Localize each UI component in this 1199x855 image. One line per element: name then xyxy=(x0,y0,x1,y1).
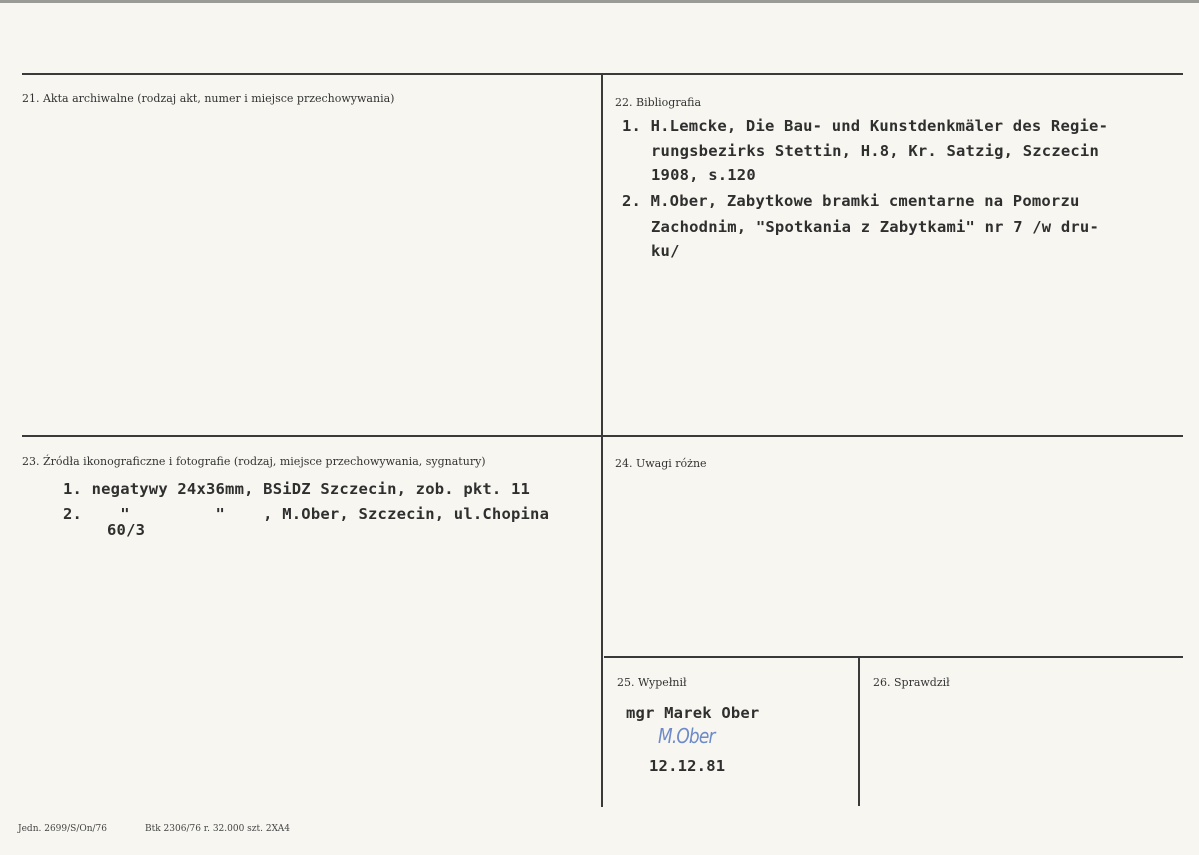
signature-divider xyxy=(858,658,860,806)
bibliography-line: 1908, s.120 xyxy=(651,166,756,184)
center-divider xyxy=(601,75,603,807)
filled-by-date: 12.12.81 xyxy=(649,757,726,775)
bibliography-line: ku/ xyxy=(651,242,680,260)
field-23-label: 23. Źródła ikonograficzne i fotografie (rodzaj, miejsce przechowywania, sygnatury) xyxy=(22,455,486,468)
field-26-label: 26. Sprawdził xyxy=(873,676,950,689)
footer-print-info: Btk 2306/76 r. 32.000 szt. 2XA4 xyxy=(145,824,290,834)
top-edge xyxy=(0,0,1199,3)
bibliography-line: 1. H.Lemcke, Die Bau- und Kunstdenkmäler des Regie- xyxy=(622,117,1109,135)
field-25-label: 25. Wypełnił xyxy=(617,676,687,689)
iconography-line: 1. negatywy 24x36mm, BSiDZ Szczecin, zob. pkt. 11 xyxy=(63,480,531,498)
footer-form-code: Jedn. 2699/S/On/76 xyxy=(18,824,108,834)
bibliography-line: Zachodnim, "Spotkania z Zabytkami" nr 7 /w dru- xyxy=(651,218,1099,236)
field-22-label: 22. Bibliografia xyxy=(615,96,702,109)
bibliography-line: rungsbezirks Stettin, H.8, Kr. Satzig, Szczecin xyxy=(651,142,1099,160)
iconography-line: 2. " " , M.Ober, Szczecin, ul.Chopina xyxy=(63,505,550,523)
filled-by-name: mgr Marek Ober xyxy=(626,704,760,722)
iconography-line: 60/3 xyxy=(107,521,146,539)
bibliography-line: 2. M.Ober, Zabytkowe bramki cmentarne na Pomorzu xyxy=(622,192,1080,210)
field-24-label: 24. Uwagi różne xyxy=(615,457,707,470)
handwritten-signature: M.Ober xyxy=(658,724,715,748)
signature-rule xyxy=(604,656,1183,658)
field-21-label: 21. Akta archiwalne (rodzaj akt, numer i miejsce przechowywania) xyxy=(22,92,395,105)
